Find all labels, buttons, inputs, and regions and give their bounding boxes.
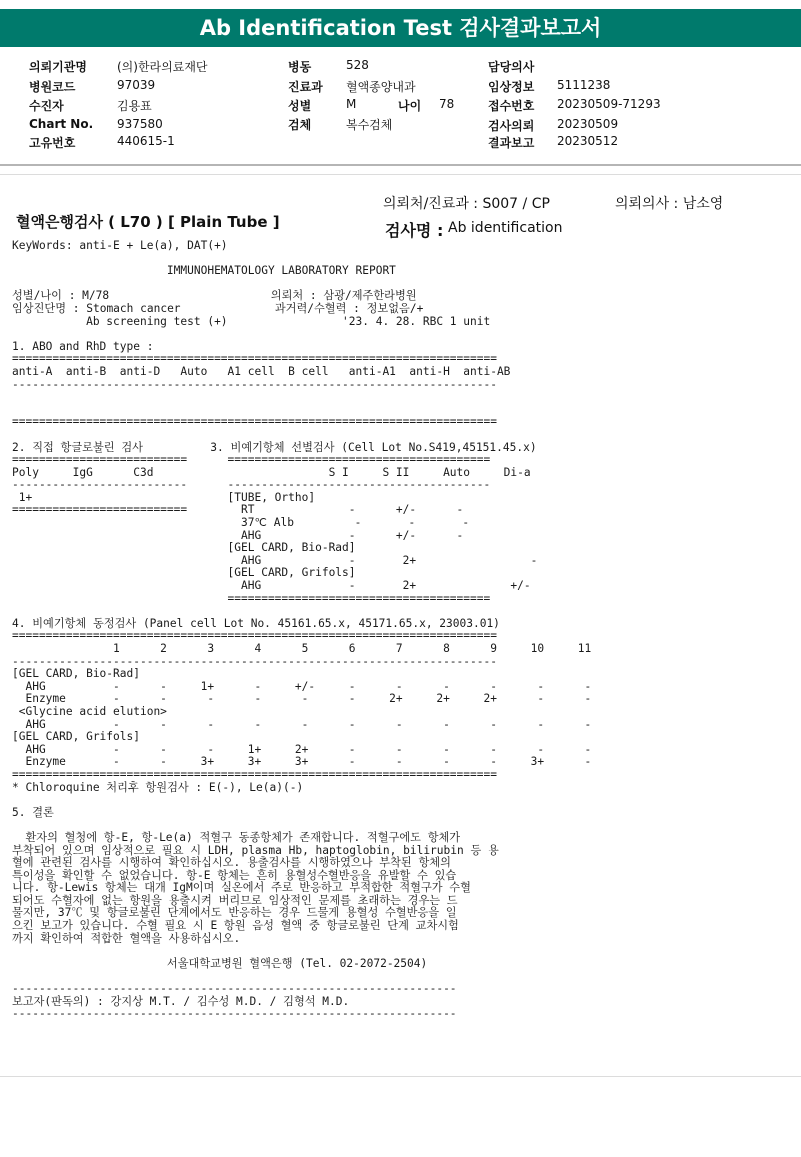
report-line: [12, 328, 591, 341]
report-line: [GEL CARD, Bio-Rad]: [12, 541, 356, 555]
report-line: 37℃ Alb - - -: [12, 516, 470, 530]
info-label: 병원코드: [29, 80, 76, 94]
report-line: ------------------------------------------------------------------: [12, 982, 457, 996]
report-line: 부착되어 있으며 임상적으로 필요 시 LDH, plasma Hb, haptoglobin, bilirubin 등 용: [12, 843, 499, 857]
info-value: M: [346, 97, 357, 111]
report-line: AHG - - 1+ - +/- - - - - - -: [12, 679, 592, 693]
info-label: 담당의사: [488, 60, 535, 74]
lab-report-body: [12, 240, 591, 1021]
report-line: ========================================================================: [12, 629, 497, 643]
report-line: [GEL CARD, Bio-Rad]: [12, 667, 140, 681]
report-line: 성별/나이 : M/78 의뢰처 : 삼광/제주한라병원: [12, 289, 417, 303]
info-label: 병동: [288, 60, 312, 74]
report-line: 환자의 혈청에 항-E, 항-Le(a) 적혈구 동종항체가 존재합니다. 적혈구에도 항체가: [12, 830, 461, 844]
report-line: =======================================: [12, 591, 491, 605]
report-line: ========================================================================: [12, 352, 497, 366]
report-line: ========================================================================: [12, 415, 497, 429]
report-line: 2. 직접 항글로불린 검사 3. 비예기항체 선별검사 (Cell Lot No.S419,45151.45.x): [12, 440, 537, 454]
info-value: 20230509-71293: [557, 97, 661, 111]
divider: [0, 164, 801, 166]
info-label: 임상정보: [488, 80, 535, 94]
info-value: 혈액종양내과: [346, 80, 416, 94]
report-line: AHG - - - - - - - - - - -: [12, 717, 592, 731]
report-line: ========================== =======================================: [12, 453, 491, 467]
age-value: 78: [439, 97, 455, 111]
report-line: ------------------------------------------------------------------------: [12, 654, 497, 668]
report-line: [12, 429, 591, 442]
report-line: 5. 결론: [12, 805, 54, 819]
info-value: 5111238: [557, 78, 611, 92]
report-line: 혈에 관련된 검사를 시행하여 확인하십시오. 용출검사를 시행하였으나 부착된 항체의: [12, 856, 451, 870]
info-value: 440615-1: [117, 134, 175, 148]
info-label: 성별: [288, 99, 312, 113]
report-line: 까지 확인하여 적합한 혈액을 사용하십시오.: [12, 931, 241, 945]
report-line: AHG - 2+ +/-: [12, 579, 531, 593]
info-label: 고유번호: [29, 136, 76, 150]
info-label: 검체: [288, 118, 312, 132]
info-label: 수진자: [29, 99, 64, 113]
info-label: 결과보고: [488, 136, 535, 150]
report-line: [12, 945, 591, 958]
report-line: ------------------------------------------------------------------: [12, 1007, 457, 1021]
info-label: 검사의뢰: [488, 119, 535, 133]
report-line: anti-A anti-B anti-D Auto A1 cell B cell anti-A1 anti-H anti-AB: [12, 364, 511, 378]
report-line: 1. ABO and RhD type :: [12, 339, 154, 353]
report-title: Ab Identification Test 검사결과보고서: [199, 16, 602, 40]
report-line: AHG - 2+ -: [12, 553, 538, 567]
report-line: Ab screening test (+) '23. 4. 28. RBC 1 unit: [12, 314, 491, 328]
divider: [0, 1076, 801, 1077]
report-line: Enzyme - - 3+ 3+ 3+ - - - - 3+ -: [12, 755, 592, 769]
exam-value: Ab identification: [448, 220, 563, 236]
report-line: ------------------------------------------------------------------------: [12, 377, 497, 391]
report-line: 으킨 보고가 있습니다. 수혈 필요 시 E 항원 음성 혈액 중 항글로불린 단계 교차시험: [12, 919, 459, 933]
info-value: 937580: [117, 117, 163, 131]
report-line: Enzyme - - - - - - 2+ 2+ 2+ - -: [12, 692, 592, 706]
info-value: 20230512: [557, 134, 619, 148]
report-line: 되어도 수혈자에 없는 항원을 용출시켜 버리므로 임상적인 문제를 초래하는 경우는 드: [12, 893, 458, 907]
report-line: ========================================================================: [12, 767, 497, 781]
report-line: 특이성을 확인할 수 없었습니다. 항-E 항체는 흔히 용혈성수혈반응을 유발할 수 있습: [12, 868, 457, 882]
report-line: [GEL CARD, Grifols]: [12, 566, 356, 580]
info-label: 의뢰기관명: [29, 60, 87, 74]
report-line: <Glycine acid elution>: [12, 704, 167, 718]
report-line: 임상진단명 : Stomach cancer 과거력/수혈력 : 정보없음/+: [12, 301, 424, 315]
requester-dept: 의뢰처/진료과 : S007 / CP: [383, 196, 550, 212]
report-line: AHG - - - 1+ 2+ - - - - - -: [12, 742, 592, 756]
report-line: IMMUNOHEMATOLOGY LABORATORY REPORT: [12, 264, 396, 278]
report-line: [12, 605, 591, 618]
report-line: 보고자(판독의) : 강지상 M.T. / 김수성 M.D. / 김형석 M.D.: [12, 994, 350, 1008]
info-value: 김용표: [117, 99, 152, 113]
info-label: 접수번호: [488, 99, 535, 113]
report-line: [12, 794, 591, 807]
report-line: ========================== RT - +/- -: [12, 503, 464, 517]
info-value: 20230509: [557, 117, 619, 131]
report-line: 물지만, 37℃ 및 항글로불린 단계에서도 반응하는 경우 드물게 용혈성 수혈반응을 일: [12, 906, 457, 920]
report-line: Poly IgG C3d S I S II Auto Di-a: [12, 465, 531, 479]
info-label: 진료과: [288, 80, 323, 94]
requesting-doctor: 의뢰의사 : 남소영: [615, 196, 724, 212]
report-line: AHG - +/- -: [12, 528, 464, 542]
report-line: [GEL CARD, Grifols]: [12, 730, 140, 744]
info-value: 97039: [117, 78, 156, 92]
report-line: 니다. 항-Lewis 항체는 대개 IgM이며 실온에서 주로 반응하고 부적합한 적혈구가 수혈: [12, 881, 471, 895]
info-value: (의)한라의료재단: [117, 60, 208, 74]
test-name: 혈액은행검사 ( L70 ) [ Plain Tube ]: [16, 213, 280, 231]
report-line: 1 2 3 4 5 6 7 8 9 10 11: [12, 642, 592, 655]
report-line: -------------------------- ---------------------------------------: [12, 478, 491, 492]
report-line: KeyWords: anti-E + Le(a), DAT(+): [12, 239, 228, 252]
exam-label: 검사명 :: [385, 221, 444, 240]
info-value: 복수검체: [346, 118, 393, 132]
report-line: * Chloroquine 처리후 항원검사 : E(-), Le(a)(-): [12, 780, 304, 794]
age-label: 나이: [398, 99, 422, 113]
info-value: 528: [346, 58, 369, 72]
info-label: Chart No.: [29, 117, 94, 131]
report-line: 4. 비예기항체 동정검사 (Panel cell Lot No. 45161.65.x, 45171.65.x, 23003.01): [12, 616, 500, 630]
report-line: 서울대학교병원 혈액은행 (Tel. 02-2072-2504): [12, 956, 428, 970]
report-line: 1+ [TUBE, Ortho]: [12, 490, 316, 504]
report-title-bar: [0, 9, 801, 47]
divider: [0, 174, 801, 175]
report-line: [12, 391, 591, 404]
